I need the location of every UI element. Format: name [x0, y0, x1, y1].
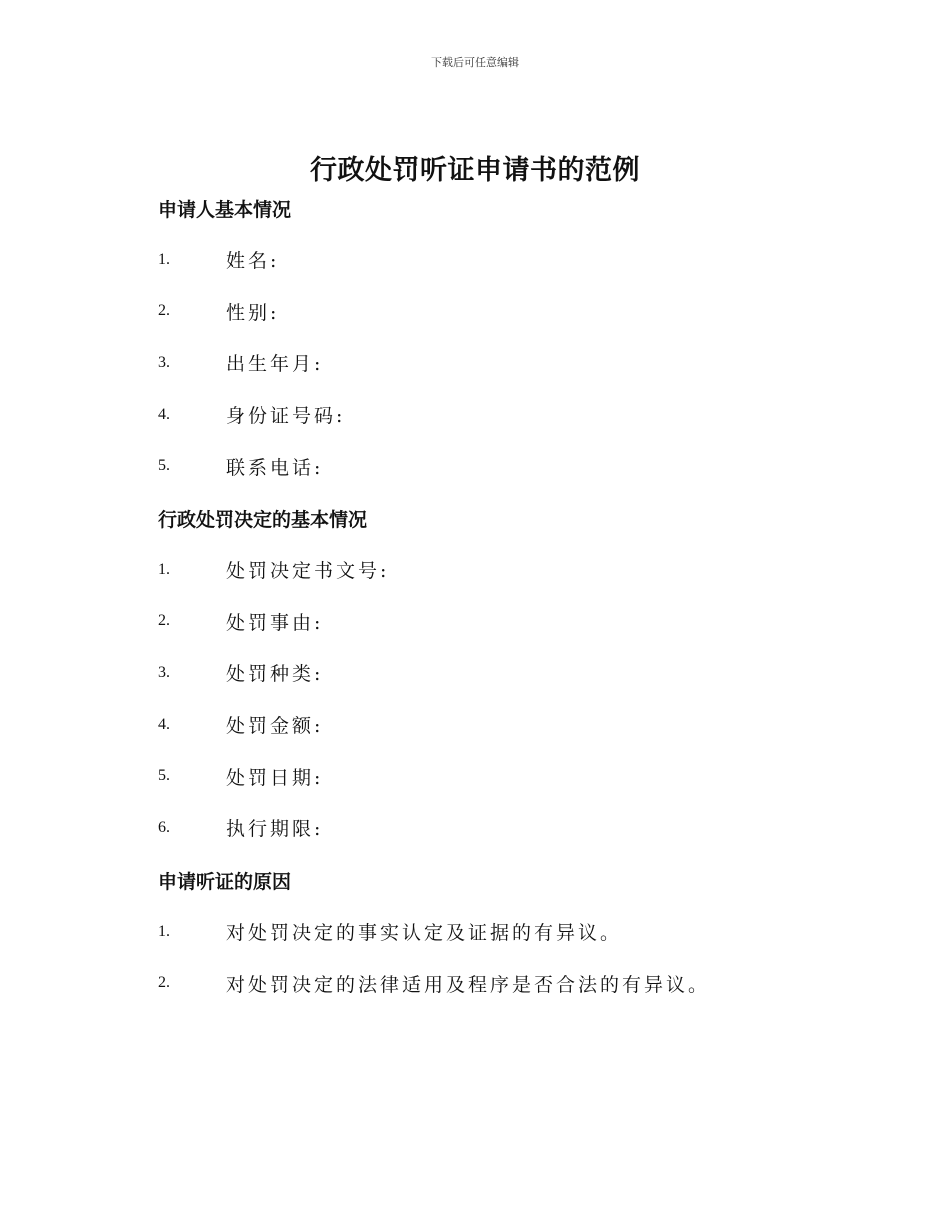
list-item [158, 544, 858, 596]
item-text: 执行期限: [226, 818, 324, 841]
list-item [158, 389, 858, 441]
list-item [158, 802, 858, 854]
item-number: 1. [158, 250, 170, 268]
item-text: 对处罚决定的法律适用及程序是否合法的有异议。 [226, 973, 711, 996]
item-number: 4. [158, 715, 170, 733]
item-number: 1. [158, 922, 170, 940]
item-number: 5. [158, 457, 170, 475]
item-text: 处罚日期: [226, 766, 324, 789]
item-number: 3. [158, 353, 170, 371]
item-text: 出生年月: [226, 353, 324, 376]
header-note: 下载后可任意编辑 [431, 56, 519, 69]
item-number: 2. [158, 612, 170, 630]
list-item [158, 647, 858, 699]
item-number: 6. [158, 818, 170, 836]
item-text: 对处罚决定的事实认定及证据的有异议。 [226, 922, 623, 945]
item-text: 身份证号码: [226, 405, 346, 428]
item-text: 处罚事由: [226, 611, 324, 634]
item-text: 姓名: [226, 250, 280, 273]
section-penalty-decision [158, 506, 858, 854]
list-item [158, 699, 858, 751]
item-text: 处罚种类: [226, 663, 324, 686]
item-text: 性别: [226, 301, 280, 324]
document-title: 行政处罚听证申请书的范例 [310, 155, 640, 186]
item-text: 处罚金额: [226, 715, 324, 738]
list-item [158, 958, 858, 1010]
section-heading: 申请听证的原因 [158, 871, 292, 893]
list-item [158, 750, 858, 802]
item-text: 联系电话: [226, 456, 324, 479]
section-hearing-reasons [158, 868, 858, 1009]
list-item [158, 337, 858, 389]
section-applicant-info [158, 196, 858, 492]
item-number: 2. [158, 974, 170, 992]
list-item [158, 596, 858, 648]
hearing-reasons-list [158, 906, 858, 1009]
item-text: 处罚决定书文号: [226, 560, 390, 583]
section-heading: 申请人基本情况 [158, 199, 292, 221]
penalty-decision-list [158, 544, 858, 854]
applicant-info-list [158, 234, 858, 492]
item-number: 5. [158, 767, 170, 785]
list-item [158, 286, 858, 338]
list-item [158, 440, 858, 492]
item-number: 4. [158, 405, 170, 423]
list-item [158, 234, 858, 286]
section-heading: 行政处罚决定的基本情况 [158, 509, 368, 531]
item-number: 3. [158, 663, 170, 681]
item-number: 2. [158, 302, 170, 320]
item-number: 1. [158, 560, 170, 578]
list-item [158, 906, 858, 958]
